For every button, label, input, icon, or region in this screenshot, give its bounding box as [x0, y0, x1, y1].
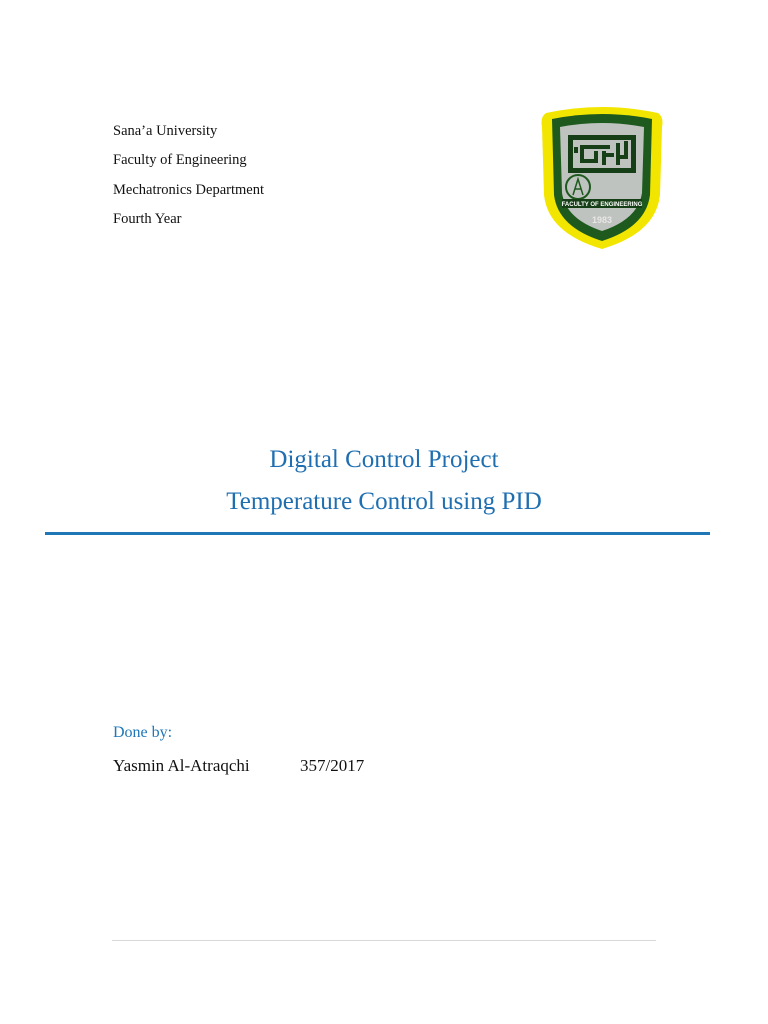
department-name: Mechatronics Department [113, 182, 264, 198]
university-name: Sana’a University [113, 123, 218, 139]
title-divider [45, 532, 710, 535]
logo-ring-text: FACULTY OF ENGINEERING [561, 202, 643, 208]
author-id: 357/2017 [300, 756, 365, 775]
done-by-heading: Done by: [113, 724, 173, 741]
footer-divider [112, 940, 656, 941]
faculty-name: Faculty of Engineering [113, 152, 247, 168]
faculty-logo [540, 103, 664, 251]
study-year: Fourth Year [113, 211, 182, 227]
title-line-1: Digital Control Project [269, 446, 499, 473]
author-name: Yasmin Al-Atraqchi [113, 756, 250, 775]
title-line-2: Temperature Control using PID [226, 488, 542, 515]
logo-founded-year: 1983 [591, 215, 613, 225]
